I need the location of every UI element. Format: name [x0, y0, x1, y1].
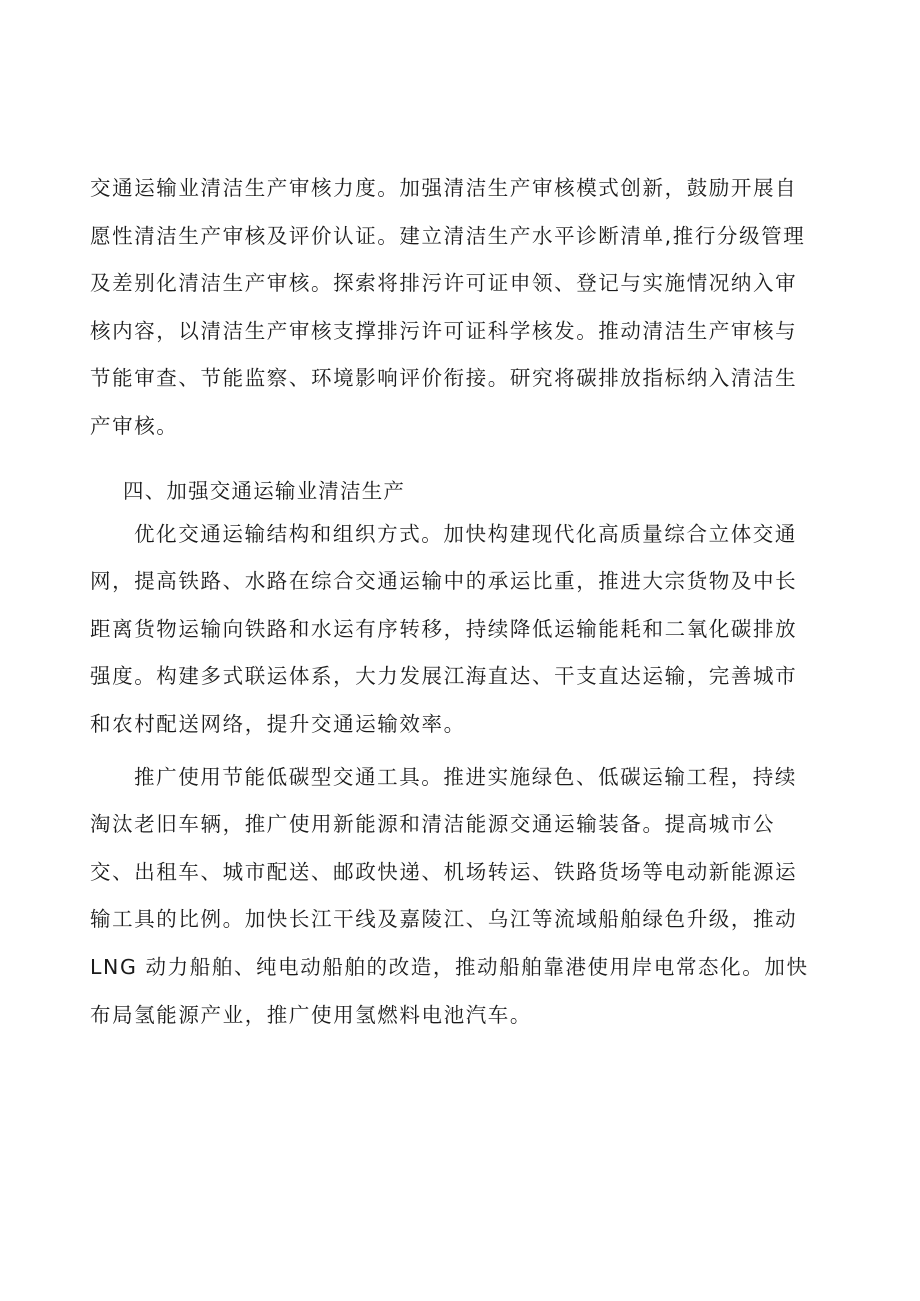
text-line: 推广使用节能低碳型交通工具。推进实施绿色、低碳运输工程，持续 — [134, 764, 797, 789]
text-line: 及差别化清洁生产审核。探索将排污许可证申领、登记与实施情况纳入审 — [90, 271, 798, 296]
text-line: 距离货物运输向铁路和水运有序转移，持续降低运输能耗和二氧化碳排放 — [90, 616, 798, 641]
paragraph-clean-production-audit — [90, 165, 850, 451]
paragraph-low-carbon-vehicles — [90, 754, 850, 1040]
document-body — [90, 165, 850, 1039]
text-line: 网，提高铁路、水路在综合交通运输中的承运比重，推进大宗货物及中长 — [90, 569, 798, 594]
section-heading: 四、加强交通运输业清洁生产 — [123, 478, 406, 503]
text-line: 强度。构建多式联运体系，大力发展江海直达、干支直达运输，完善城市 — [90, 664, 798, 689]
text-line: 愿性清洁生产审核及评价认证。建立清洁生产水平诊断清单,推行分级管理 — [90, 223, 806, 248]
text-line: 节能审查、节能监察、环境影响评价衔接。研究将碳排放指标纳入清洁生 — [90, 366, 798, 391]
text-line: 布局氢能源产业，推广使用氢燃料电池汽车。 — [90, 1002, 532, 1027]
text-line: 产审核。 — [90, 413, 179, 438]
text-line: 输工具的比例。加快长江干线及嘉陵江、乌江等流域船舶绿色升级，推动 — [90, 907, 798, 932]
paragraph-transport-structure — [90, 511, 850, 749]
text-line: 和农村配送网络，提升交通运输效率。 — [90, 711, 466, 736]
text-line: 核内容，以清洁生产审核支撑排污许可证科学核发。推动清洁生产审核与 — [90, 318, 798, 343]
text-line: LNG 动力船舶、纯电动船舶的改造，推动船舶靠港使用岸电常态化。加快 — [90, 954, 809, 979]
text-line: 交通运输业清洁生产审核力度。加强清洁生产审核模式创新，鼓励开展自 — [90, 176, 798, 200]
text-line: 交、出租车、城市配送、邮政快递、机场转运、铁路货场等电动新能源运 — [90, 859, 798, 884]
text-line: 优化交通运输结构和组织方式。加快构建现代化高质量综合立体交通 — [134, 521, 797, 546]
text-line: 淘汰老旧车辆，推广使用新能源和清洁能源交通运输装备。提高城市公 — [90, 812, 776, 837]
